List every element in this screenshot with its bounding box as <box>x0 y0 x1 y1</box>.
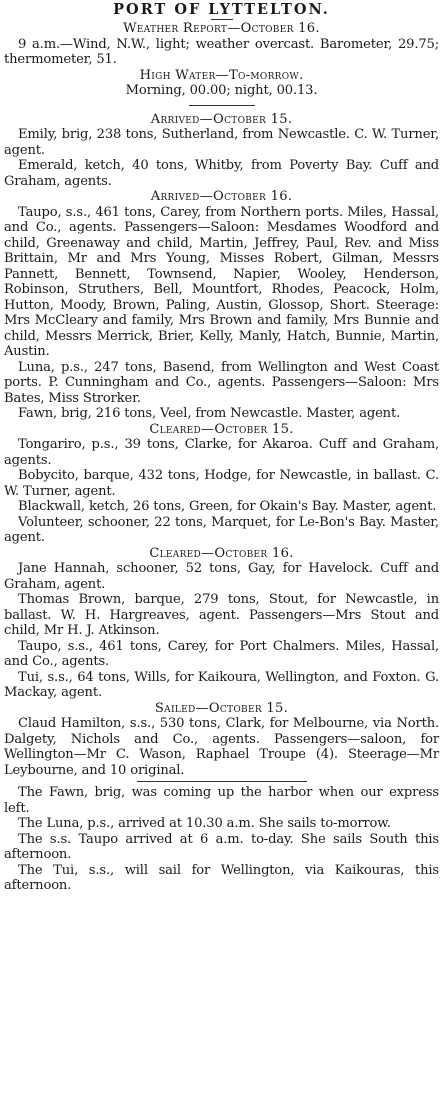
harbor-note: The Luna, p.s., arrived at 10.30 a.m. She sails to-morrow. <box>18 816 391 831</box>
shipping-entry: Volunteer, schooner, 22 tons, Marquet, for Le-Bon's Bay. Master, agent. <box>4 514 439 545</box>
cleared-oct16-heading: Cleared—October 16. <box>149 545 294 561</box>
high-water-heading: High Water—To-morrow. <box>139 67 304 83</box>
arrived-oct15-heading: Arrived—October 15. <box>150 111 293 127</box>
arrived-oct16-heading: Arrived—October 16. <box>150 189 293 204</box>
shipping-entry: Tongariro, p.s., 39 tons, Clarke, for Akaroa. Cuff and Graham, agents. <box>4 437 439 468</box>
weather-report: 9 a.m.—Wind, N.W., light; weather overcast. Barometer, 29.75; thermometer, 51. <box>4 36 439 67</box>
shipping-entry: Tui, s.s., 64 tons, Wills, for Kaikoura, Wellington, and Foxton. G. Mackay, agent. <box>4 669 439 700</box>
sailed-oct15-heading: Sailed—October 15. <box>154 700 289 716</box>
harbor-note: The Tui, s.s., will sail for Wellington, via Kaikouras, this afternoon. <box>4 862 439 893</box>
section-divider <box>189 105 255 106</box>
shipping-entry: Emerald, ketch, 40 tons, Whitby, from Poverty Bay. Cuff and Graham, agents. <box>4 158 439 189</box>
shipping-entry: Claud Hamilton, s.s., 530 tons, Clark, for Melbourne, via North. Dalgety, Nichols and Co., agents. Passengers—saloon, for Wellington—Mr C. Wason, Raphael Troupe (4). Steerage—Mr Leybourne, and 10 original. <box>4 716 439 778</box>
cleared-oct15-heading: Cleared—October 15. <box>149 421 294 437</box>
shipping-entry: Bobycito, barque, 432 tons, Hodge, for Newcastle, in ballast. C. W. Turner, agent. <box>4 468 439 499</box>
shipping-entry: Thomas Brown, barque, 279 tons, Stout, for Newcastle, in ballast. W. H. Hargreaves, agent. Passengers—Mrs Stout and child, Mr H. J. Atkinson. <box>4 592 439 638</box>
shipping-entry: Jane Hannah, schooner, 52 tons, Gay, for Havelock. Cuff and Graham, agent. <box>4 561 439 592</box>
high-water-times: Morning, 00.00; night, 00.13. <box>125 83 318 98</box>
shipping-entry: Blackwall, ketch, 26 tons, Green, for Okain's Bay. Master, agent. <box>18 499 437 514</box>
weather-heading: Weather Report—October 16. <box>123 21 320 36</box>
shipping-entry: Taupo, s.s., 461 tons, Carey, for Port Chalmers. Miles, Hassal, and Co., agents. <box>4 638 439 669</box>
page-title: PORT OF LYTTELTON. <box>113 1 330 18</box>
shipping-entry: Fawn, brig, 216 tons, Veel, from Newcastle. Master, agent. <box>18 406 401 421</box>
title-divider <box>211 19 233 20</box>
shipping-entry: Luna, p.s., 247 tons, Basend, from Wellington and West Coast ports. P. Cunningham and Co., agents. Passengers—Saloon: Mrs Bates, Miss Strorker. <box>4 359 439 406</box>
shipping-entry: Taupo, s.s., 461 tons, Carey, from Northern ports. Miles, Hassal, and Co., agents. Passengers—Saloon: Mesdames Woodford and child, Greenaway and child, Martin, Jeffrey, Paul, Rev. and Miss Brittain, Mr and Mrs Young, Misses Robert, Gilman, Messrs Pannett, Bennett, Townsend, Napier, Wooley, Henderson, Robinson, Struthers, Bell, Mountfort, Rhodes, Peacock, Holm, Hutton, Moody, Brown, Paling, Austin, Glossop, Short. Steerage: Mrs McCleary and family, Mrs Brown and family, Mrs Bunnie and child, Messrs Merrick, Brier, Kelly, Manly, Hatch, Bunnie, Martin, Austin. <box>4 204 439 359</box>
harbor-note: The Fawn, brig, was coming up the harbor when our express left. <box>4 785 439 816</box>
shipping-entry: Emily, brig, 238 tons, Sutherland, from Newcastle. C. W. Turner, agent. <box>4 127 439 158</box>
harbor-note: The s.s. Taupo arrived at 6 a.m. to-day. She sails South this afternoon. <box>4 831 439 862</box>
notes-divider <box>137 781 307 782</box>
